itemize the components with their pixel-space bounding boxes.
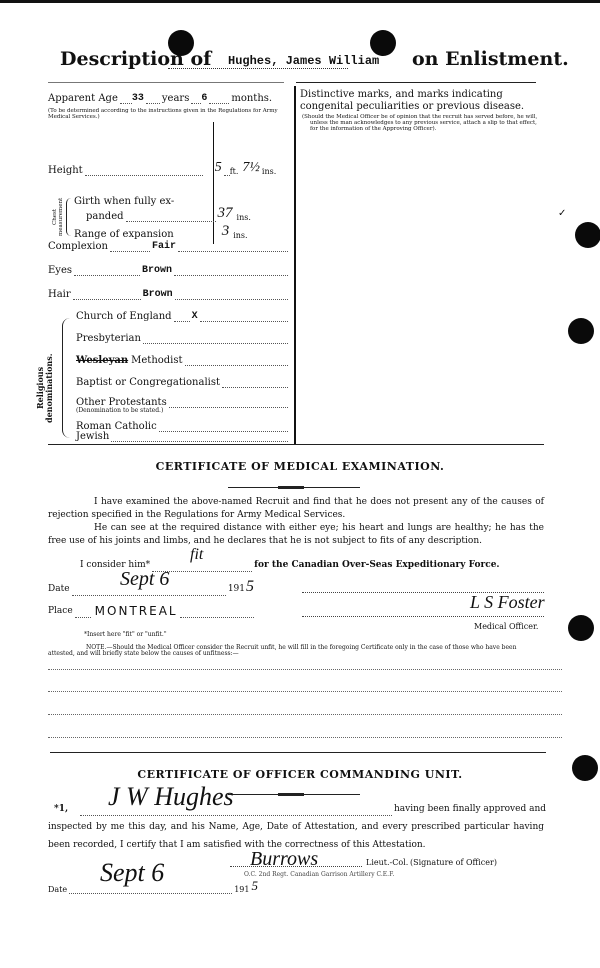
age-note: (To be determined according to the instructions given in the Regulations for Army Medical Services.) bbox=[48, 108, 278, 120]
officer-para-rest: inspected by me this day, and his Name, Age, Date of Attestation, and every prescribed particular having been recorded, I certify that I am satisfied with the correctness of this Attestation. bbox=[48, 822, 544, 850]
religion-label: Presbyterian bbox=[76, 333, 141, 344]
apparent-age-row bbox=[48, 90, 288, 104]
check-mark-icon: ✓ bbox=[558, 208, 567, 219]
girth-value: 37 bbox=[217, 205, 233, 221]
medical-year-prefix: 191 bbox=[227, 584, 245, 594]
section-divider bbox=[48, 444, 544, 445]
medical-officer-signature: L S Foster bbox=[470, 592, 545, 612]
chest-bracket bbox=[66, 198, 72, 236]
religion-church-of-england bbox=[76, 308, 288, 322]
religion-other-protestants bbox=[76, 394, 288, 408]
height-inches-value: 7½ bbox=[242, 160, 260, 175]
distinctive-marks-heading: Distinctive marks, and marks indicating congenital peculiarities or previous disease. bbox=[300, 89, 525, 112]
complexion-label: Complexion bbox=[48, 241, 108, 252]
officer-date-label: Date bbox=[48, 885, 68, 894]
range-label: Range of expansion bbox=[74, 229, 174, 240]
complexion-value: Fair bbox=[151, 241, 176, 252]
height-row bbox=[48, 162, 288, 176]
girth-label-line1: Girth when fully ex- bbox=[74, 196, 175, 207]
right-top-rule bbox=[296, 82, 536, 83]
range-value: 3 bbox=[221, 223, 230, 239]
recruit-signature: J W Hughes bbox=[108, 782, 234, 811]
consider-value: fit bbox=[190, 546, 204, 563]
eyes-value: Brown bbox=[142, 265, 173, 276]
religion-label: Church of England bbox=[76, 311, 172, 322]
religion-label: Baptist or Congregationalist bbox=[76, 377, 220, 388]
section-divider bbox=[50, 752, 546, 753]
title-suffix: on Enlistment. bbox=[412, 48, 569, 70]
height-label: Height bbox=[48, 165, 83, 176]
girth-label-line2: panded bbox=[86, 211, 124, 222]
medical-certificate-title: CERTIFICATE OF MEDICAL EXAMINATION. bbox=[155, 460, 445, 473]
punch-hole bbox=[575, 222, 600, 248]
officer-unit-stamp: O.C. 2nd Regt. Canadian Garrison Artillery C.E.F. bbox=[244, 871, 395, 878]
unfitness-line-2[interactable] bbox=[48, 691, 562, 692]
girth-unit: ins. bbox=[236, 213, 251, 222]
medical-para-1: I have examined the above-named Recruit and find that he does not present any of the causes of rejection specified in the Regulations for Army Medical Services. bbox=[48, 497, 544, 520]
recruit-name: Hughes, James William bbox=[228, 54, 380, 68]
place-row bbox=[48, 602, 254, 618]
officer-year-value: 5 bbox=[251, 878, 258, 893]
medical-date-value: Sept 6 bbox=[120, 568, 170, 590]
column-divider bbox=[294, 86, 296, 444]
religion-sublabel: (Denomination to be stated.) bbox=[76, 407, 164, 414]
hair-label: Hair bbox=[48, 289, 71, 300]
girth-row bbox=[86, 205, 262, 222]
eyes-row bbox=[48, 262, 288, 276]
religion-jewish bbox=[76, 428, 288, 442]
medical-year-value: 5 bbox=[246, 578, 254, 595]
document-title bbox=[60, 48, 580, 76]
religion-label-struck: Wesleyan bbox=[76, 355, 129, 366]
title-rule-thick bbox=[278, 793, 304, 796]
medical-footnote: *Insert here "fit" or "unfit." bbox=[84, 631, 167, 638]
religion-methodist bbox=[76, 352, 288, 366]
left-top-rule bbox=[48, 82, 284, 83]
chest-measurement-label: Chest measurement bbox=[52, 197, 64, 236]
religion-baptist bbox=[76, 374, 288, 388]
eyes-label: Eyes bbox=[48, 265, 72, 276]
officer-para-line1-suffix: having been finally approved and bbox=[393, 804, 546, 814]
distinctive-marks-note: (Should the Medical Officer be of opinion that the recruit has served before, he will, unless the man acknowledges to any previous service, attach a slip to that effect, for the information of the Approving Officer). bbox=[302, 114, 538, 132]
medical-note: NOTE.—Should the Medical Officer consider the Recruit unfit, he will fill in the foregoing Certificate only in the case of those who have been attested, and will briefly state below the causes of unfitness:— bbox=[48, 644, 517, 657]
height-feet-unit: ft. bbox=[229, 167, 239, 176]
religion-label: Jewish bbox=[76, 431, 110, 442]
title-prefix: Description of bbox=[60, 48, 212, 70]
religion-mark: X bbox=[191, 311, 198, 322]
officer-date-value: Sept 6 bbox=[100, 858, 165, 887]
hair-value: Brown bbox=[142, 289, 173, 300]
age-years-value: 33 bbox=[131, 93, 144, 104]
place-label: Place bbox=[48, 606, 73, 616]
hair-row bbox=[48, 286, 288, 300]
title-fill-line bbox=[168, 68, 348, 69]
age-years-label: years bbox=[161, 93, 190, 104]
height-feet-value: 5 bbox=[214, 160, 222, 175]
unfitness-line-1[interactable] bbox=[48, 669, 562, 670]
punch-hole bbox=[568, 615, 594, 641]
signature-of-officer-label: (Signature of Officer) bbox=[410, 858, 497, 867]
scan-top-edge bbox=[0, 0, 600, 3]
officer-certificate-title: CERTIFICATE OF OFFICER COMMANDING UNIT. bbox=[137, 768, 463, 781]
consider-prefix: I consider him* bbox=[80, 560, 151, 570]
range-unit: ins. bbox=[233, 231, 248, 240]
place-value: MONTREAL bbox=[94, 604, 178, 618]
rank-label: Lieut.-Col. bbox=[366, 858, 409, 867]
age-months-value: 6 bbox=[201, 93, 208, 104]
medical-date-label: Date bbox=[48, 584, 70, 594]
punch-hole bbox=[568, 318, 594, 344]
apparent-age-label: Apparent Age bbox=[48, 93, 118, 104]
commanding-officer-signature: Burrows bbox=[250, 848, 319, 870]
medical-officer-title: Medical Officer. bbox=[474, 622, 539, 631]
consider-suffix: for the Canadian Over-Seas Expeditionary Force. bbox=[254, 560, 500, 570]
title-rule-thick bbox=[278, 486, 304, 489]
height-inches-unit: ins. bbox=[261, 167, 277, 176]
religion-label: Other Protestants bbox=[76, 397, 167, 408]
officer-para-line1: *1, having been finally approved and bbox=[54, 804, 546, 814]
officer-year-prefix: 191 bbox=[234, 885, 250, 894]
medical-officer-signature-line bbox=[302, 616, 544, 617]
unfitness-line-4[interactable] bbox=[48, 737, 562, 738]
unfitness-line-3[interactable] bbox=[48, 714, 562, 715]
religion-presbyterian bbox=[76, 330, 288, 344]
religion-label: Roman Catholic bbox=[76, 421, 157, 432]
age-months-label: months. bbox=[231, 93, 273, 104]
religious-denominations-label: Religious denominations. bbox=[35, 353, 54, 423]
religion-bracket bbox=[62, 318, 72, 438]
religion-label: Methodist bbox=[131, 355, 183, 366]
complexion-row bbox=[48, 238, 288, 252]
medical-para-2: He can see at the required distance with either eye; his heart and lungs are healthy; he has the free use of his joints and limbs, and he declares that he is not subject to fits of any description. bbox=[48, 523, 544, 546]
